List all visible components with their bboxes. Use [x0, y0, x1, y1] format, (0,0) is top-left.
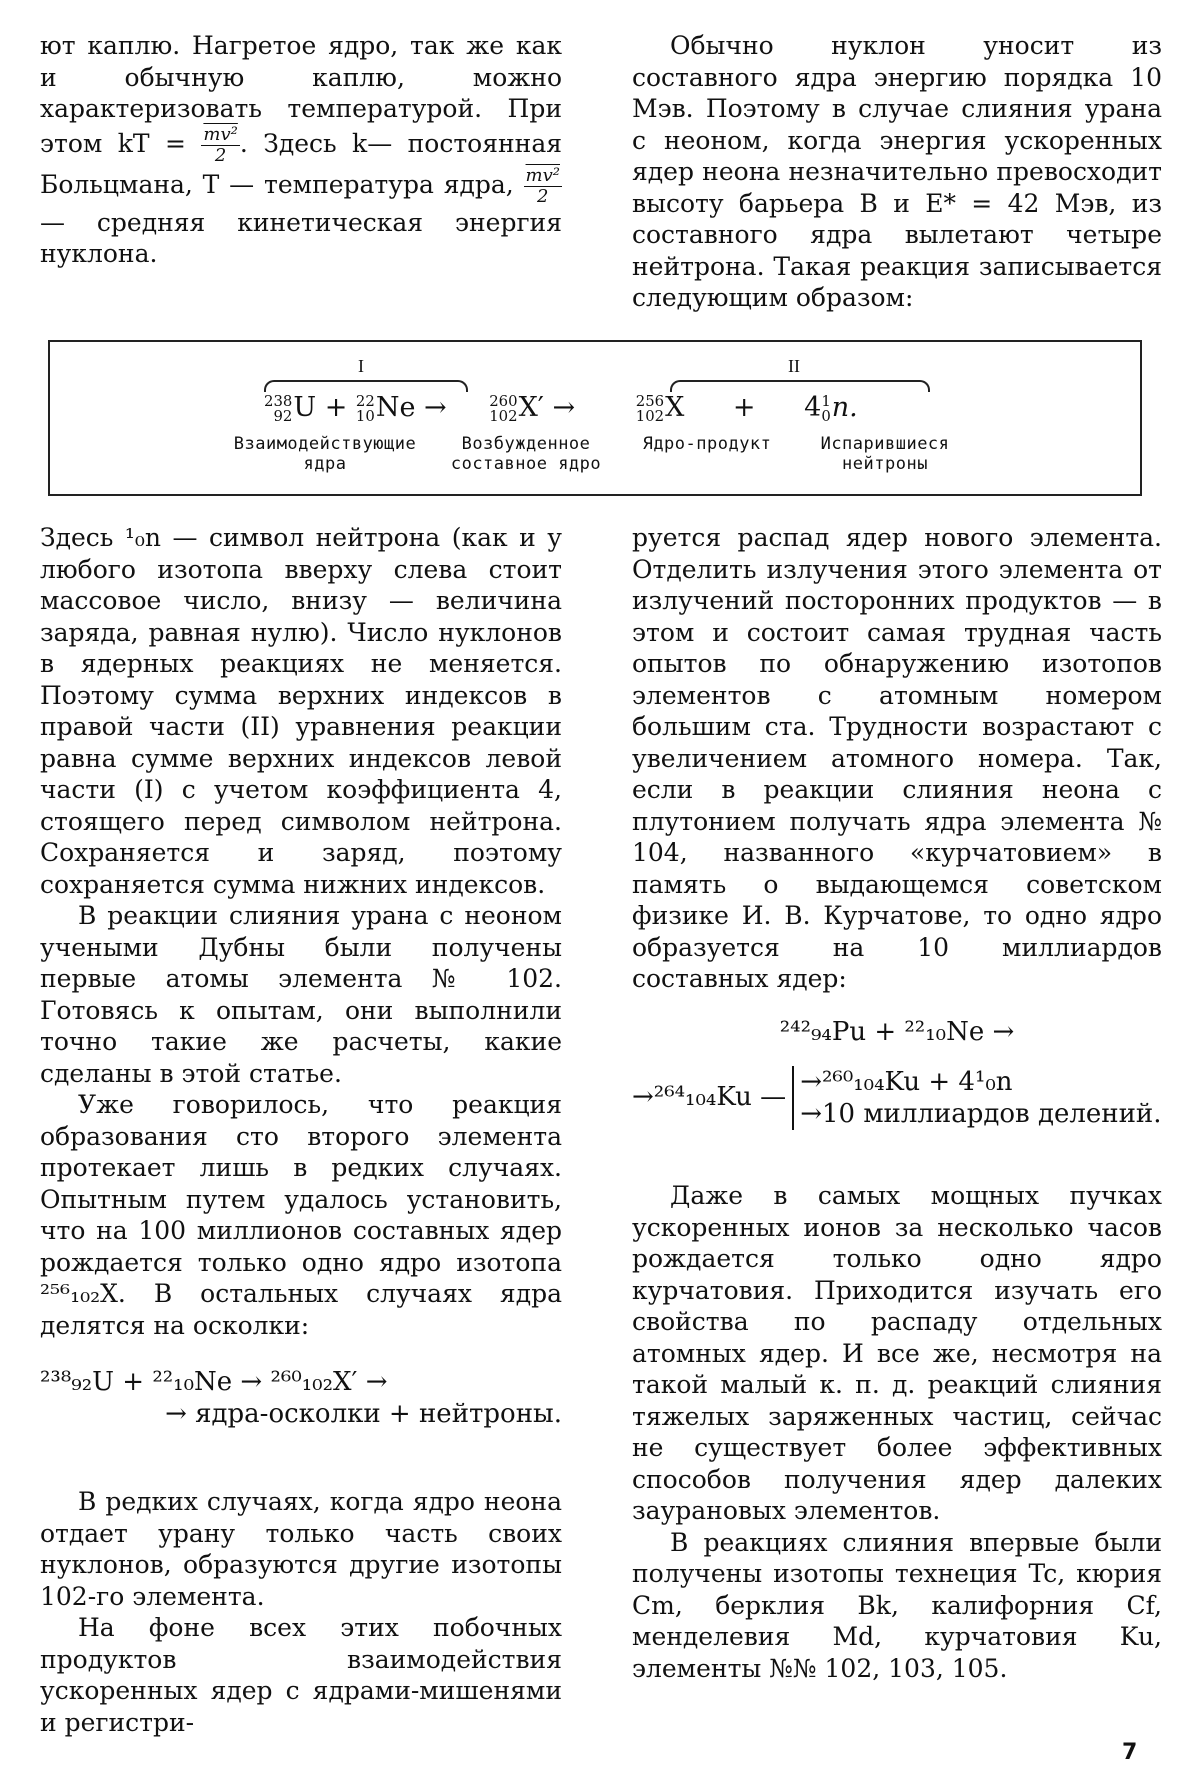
- plus-sign: +: [324, 392, 348, 423]
- branch: [792, 1066, 1161, 1130]
- column-1-bottom: [40, 522, 562, 1738]
- paragraph: [40, 30, 562, 270]
- caption-evaporated-neutrons: Испарившиеся нейтроны: [820, 434, 950, 474]
- reaction-equation: [264, 392, 858, 423]
- caption-product-nucleus: Ядро-продукт: [642, 434, 772, 454]
- paragraph: В реакции слияния урана с неоном учеными Дубны были получены первые атомы элемента № 102. Готовясь к опытам, они выполнили точно такие же расчеты, какие сделаны в этой статье.: [40, 901, 562, 1088]
- caption-interacting-nuclei: Взаимодействующие ядра: [233, 434, 417, 474]
- label-I: I: [358, 356, 364, 376]
- caption-compound-nucleus: Возбужденное составное ядро: [450, 434, 602, 474]
- label-II: II: [788, 356, 800, 376]
- column-1-top: [40, 30, 562, 270]
- text: ют каплю. Нагретое ядро, так же как и обычную каплю, можно характеризовать температурой. При этом kT =: [40, 31, 562, 158]
- column-2-bottom: [632, 522, 1162, 1684]
- neutrons: 4 1 0 n.: [804, 391, 858, 425]
- paragraph: В редких случаях, когда ядро неона отдает урану только часть своих нуклонов, образуются другие изотопы 102-го элемента.: [40, 1487, 562, 1611]
- fission-equation-line-1: ²³⁸₉₂U + ²²₁₀Ne → ²⁶⁰₁₀₂X′ →: [40, 1367, 388, 1397]
- nuclide-compound: 260 102 X′: [489, 391, 544, 425]
- branch-top: →²⁶⁰₁₀₄Ku + 4¹₀n: [800, 1067, 1013, 1097]
- fission-equation-line-2: → ядра-осколки + нейтроны.: [165, 1398, 562, 1429]
- paragraph: Здесь ¹₀n — символ нейтрона (как и у любого изотопа вверху слева стоит массовое число, внизу — величина заряда, равная нулю). Число нуклонов в ядерных реакциях не меняется. Поэтому сумма верхних индексов в правой части (II) уравнения реакции равна сумме верхних индексов левой части (I) с учетом коэффициента 4, стоящего перед символом нейтрона. Сохраняется и заряд, поэтому сохраняется сумма нижних индексов.: [40, 523, 562, 899]
- arrow: →: [552, 392, 576, 423]
- fraction-numerator: mv²: [525, 164, 560, 186]
- column-2-top: [632, 30, 1162, 314]
- brace-I: [264, 380, 468, 392]
- paragraph: На фоне всех этих побочных продуктов взаимодействия ускоренных ядер с ядрами-мишенями и регистри-: [40, 1613, 562, 1737]
- text: . Здесь k— постоянная Больцмана, T — температура ядра,: [40, 128, 562, 199]
- branch-bottom: →10 миллиардов делений.: [800, 1099, 1162, 1129]
- kurchatovium-264: →²⁶⁴₁₀₄Ku —: [632, 1082, 787, 1113]
- nuclide-product: 256 102 X: [635, 391, 685, 425]
- fraction-denominator: 2: [214, 144, 227, 166]
- arrow: →: [424, 392, 447, 423]
- plus-sign: +: [732, 392, 756, 423]
- paragraph: руется распад ядер нового элемента. Отделить излучения этого элемента от излучений посторонних продуктов — в этом и состоит самая трудная часть опытов по обнаружению изотопов элементов с атомным номером большим ста. Трудности возрастают с увеличением атомного номера. Так, если в реакции слияния неона с плутонием получать ядра элемента № 104, названного «курчатовием» в память о выдающемся советском физике И. В. Курчатове, то одно ядро образуется на 10 миллиардов составных ядер:: [632, 523, 1162, 993]
- nuclide-uranium: 238 92 U: [264, 391, 317, 425]
- text: — средняя кинетическая энергия нуклона.: [40, 207, 562, 268]
- fraction: [201, 125, 239, 166]
- brace-II: [670, 380, 930, 392]
- paragraph: Обычно нуклон уносит из составного ядра энергию порядка 10 Мэв. Поэтому в случае слияния урана с неоном, когда энергия ускоренных ядер неона незначительно превосходит высоту барьера B и E* = 42 Мэв, из составного ядра вылетают четыре нейтрона. Такая реакция записывается следующим образом:: [632, 31, 1162, 312]
- kurchatovium-equation-branch: [632, 1066, 1162, 1130]
- fraction-numerator: mv²: [203, 123, 238, 145]
- paragraph: Уже говорилось, что реакция образования сто второго элемента протекает лишь в редких случаях. Опытным путем удалось установить, что на 100 миллионов составных ядер рождается только одно ядро изотопа ²⁵⁶₁₀₂X. В остальных случаях ядра делятся на осколки:: [40, 1090, 562, 1340]
- paragraph: В реакциях слияния впервые были получены изотопы технеция Tc, кюрия Cm, берклия Bk, калифорния Cf, менделевия Md, курчатовия Ku, элементы №№ 102, 103, 105.: [632, 1527, 1162, 1683]
- fraction-denominator: 2: [537, 185, 549, 207]
- paragraph: Даже в самых мощных пучках ускоренных ионов за несколько часов рождается только одно ядро курчатовия. Приходится изучать его свойства по распаду отдельных атомных ядер. И все же, несмотря на такой малый к. п. д. реакций слияния тяжелых заряженных частиц, сейчас не существует более эффективных способов получения ядер далеких заурановых элементов.: [632, 1181, 1162, 1525]
- reaction-box: [48, 340, 1142, 496]
- fraction: [524, 166, 562, 207]
- nuclide-neon: 22 10 Ne: [355, 391, 416, 425]
- page-number: 7: [1122, 1740, 1138, 1765]
- kurchatovium-equation-line-1: ²⁴²₉₄Pu + ²²₁₀Ne →: [779, 1016, 1015, 1047]
